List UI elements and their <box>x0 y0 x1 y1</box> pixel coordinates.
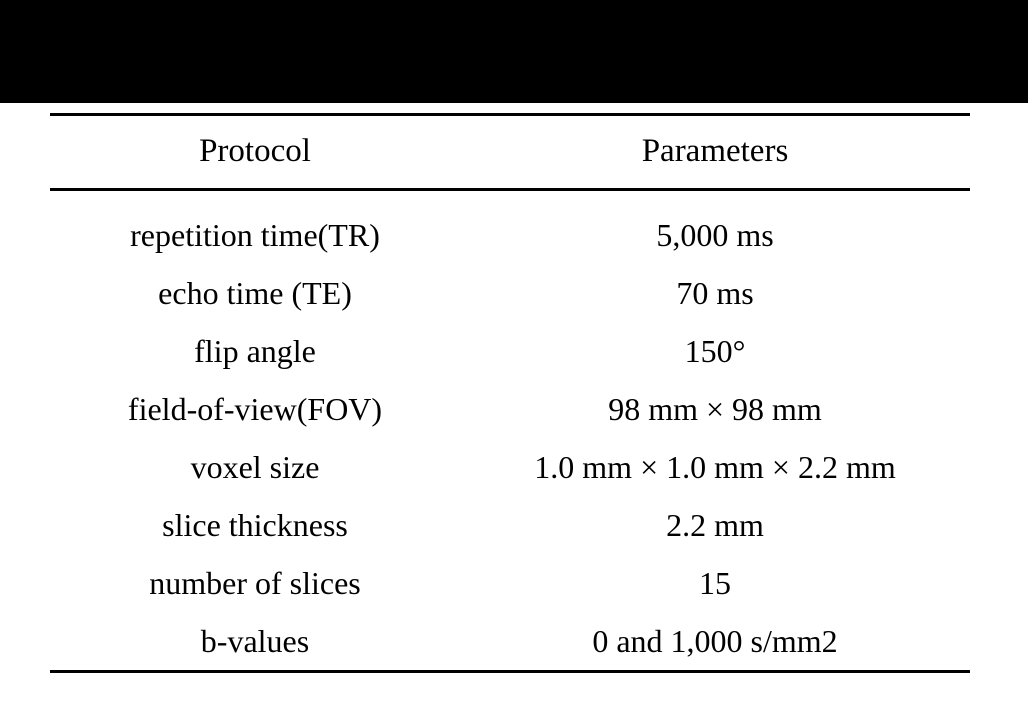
cell-parameters: 150° <box>684 333 746 369</box>
table-rule-bottom-cell-2 <box>460 672 970 700</box>
column-header-parameters: Parameters <box>641 133 789 169</box>
table-row <box>50 554 970 612</box>
table-header-row <box>50 116 970 190</box>
cell-protocol: slice thickness <box>162 507 348 543</box>
cell-parameters: 70 ms <box>676 275 754 311</box>
cell-parameters: 15 <box>699 565 731 601</box>
table-row <box>50 380 970 438</box>
table-row <box>50 438 970 496</box>
cell-protocol: echo time (TE) <box>158 275 352 311</box>
table-row <box>50 264 970 322</box>
cell-parameters: 98 mm × 98 mm <box>608 391 822 427</box>
table-rule-bottom <box>50 672 970 700</box>
cell-protocol: number of slices <box>149 565 361 601</box>
table-row <box>50 496 970 554</box>
cell-protocol: field-of-view(FOV) <box>127 391 383 427</box>
cell-parameters: 1.0 mm × 1.0 mm × 2.2 mm <box>534 449 896 485</box>
table-row <box>50 322 970 380</box>
cell-protocol: voxel size <box>190 449 320 485</box>
parameters-table-container <box>50 113 970 699</box>
table-rule-bottom-cell-1 <box>50 672 460 700</box>
letterbox-top-bar <box>0 0 1028 103</box>
cell-protocol: repetition time(TR) <box>130 217 380 253</box>
table-row <box>50 191 970 264</box>
parameters-table <box>50 113 970 699</box>
table-row <box>50 612 970 672</box>
column-header-protocol: Protocol <box>199 133 311 169</box>
cell-protocol: b-values <box>200 623 310 659</box>
cell-parameters: 0 and 1,000 s/mm2 <box>592 623 838 659</box>
cell-protocol: flip angle <box>194 333 316 369</box>
cell-parameters: 2.2 mm <box>666 507 764 543</box>
cell-parameters: 5,000 ms <box>656 217 774 253</box>
table-header <box>50 115 970 192</box>
table-body <box>50 191 970 699</box>
